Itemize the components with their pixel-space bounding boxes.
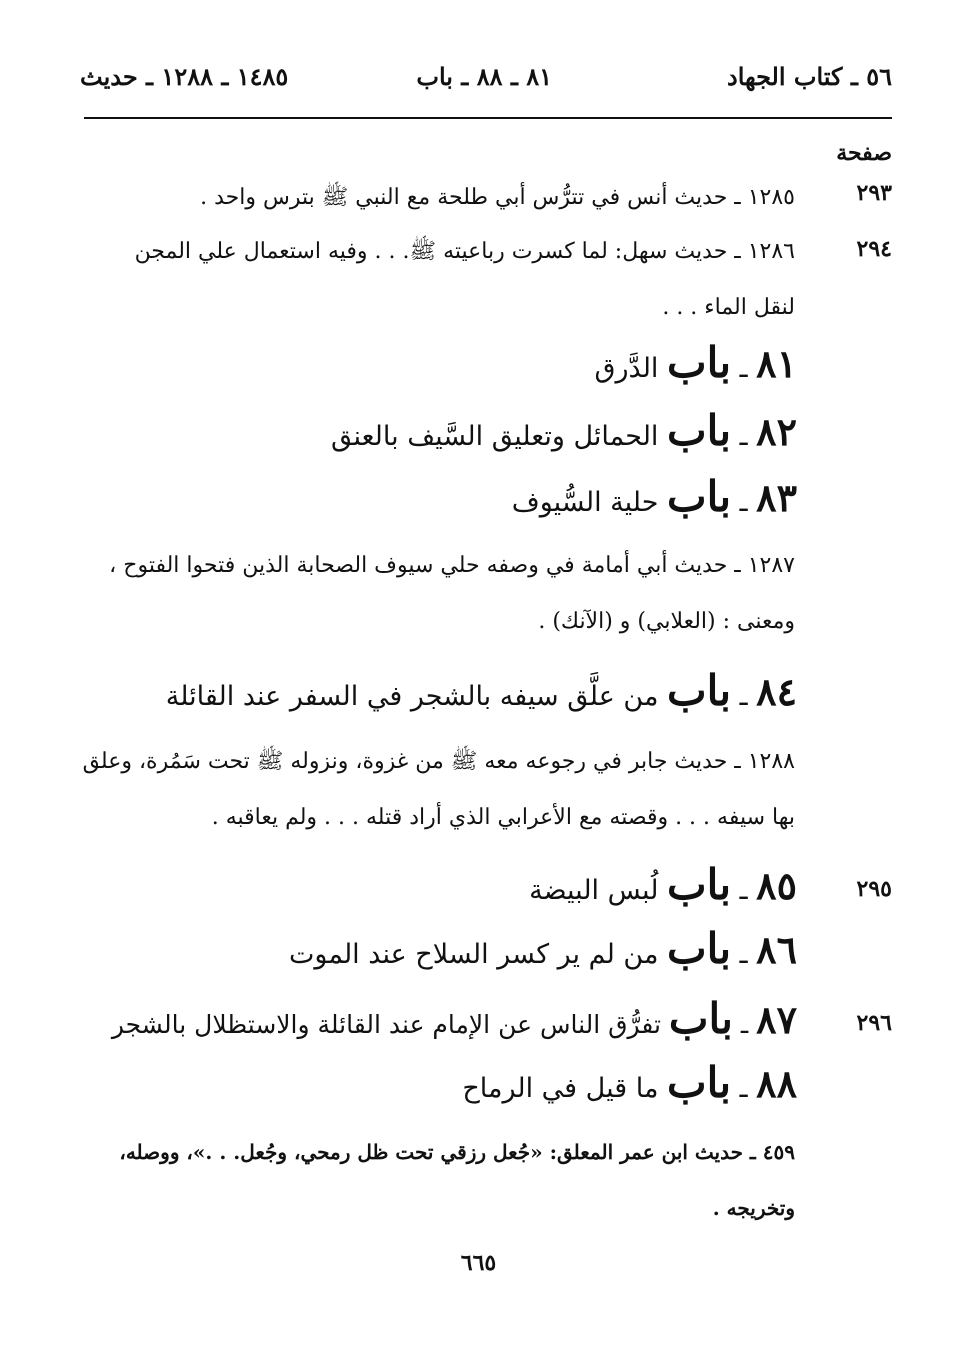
header-chapter-range: ٨١ ـ ٨٨ ـ باب	[416, 62, 552, 91]
header-rule	[84, 117, 892, 119]
bab-title: ما قيل في الرماح	[462, 1073, 659, 1104]
hadith-459-entry	[75, 1124, 795, 1236]
bab-keyword: باب	[667, 666, 732, 715]
bab-84-heading	[166, 666, 797, 715]
bab-keyword: باب	[668, 994, 733, 1043]
bab-separator: ـ	[739, 487, 748, 518]
hadith-1285-entry	[105, 170, 795, 226]
page-ref-295: ٢٩٥	[856, 876, 892, 902]
header-book-title: ٥٦ ـ كتاب الجهاد	[727, 62, 892, 91]
bab-88-heading	[462, 1058, 797, 1107]
bab-83-heading	[512, 472, 797, 521]
hadith-1286-entry	[75, 224, 795, 336]
bab-number: ٨٨	[756, 1061, 797, 1106]
bab-separator: ـ	[739, 939, 748, 970]
hadith-1287-line-1: ١٢٨٧ ـ حديث أبي أمامة في وصفه حلي سيوف الصحابة الذين فتحوا الفتوح ،	[109, 553, 795, 578]
bab-separator: ـ	[740, 1010, 749, 1039]
bab-title: لُبس البيضة	[529, 875, 659, 906]
page-number: ٦٦٥	[460, 1250, 497, 1276]
hadith-1286-line-1: ١٢٨٦ ـ حديث سهل: لما كسرت رباعيته ﷺ. . . وفيه استعمال علي المجن	[134, 239, 795, 264]
bab-86-heading	[289, 924, 797, 973]
page-ref-293: ٢٩٣	[856, 180, 892, 206]
bab-title: تفرُّق الناس عن الإمام عند القائلة والاستظلال بالشجر	[111, 1010, 661, 1039]
bab-number: ٨٧	[756, 997, 797, 1042]
bab-number: ٨١	[756, 341, 797, 386]
bab-keyword: باب	[667, 472, 732, 521]
page-ref-296: ٢٩٦	[856, 1010, 892, 1036]
hadith-1288-line-2: بها سيفه . . . وقصته مع الأعرابي الذي أراد قتله . . . ولم يعاقبه .	[211, 805, 795, 830]
bab-title: حلية السُّيوف	[511, 487, 659, 518]
bab-title: الدَّرق	[594, 353, 659, 384]
bab-85-heading	[529, 860, 797, 909]
hadith-459-line-2: وتخريجه .	[712, 1196, 795, 1220]
hadith-1286-line-2: لنقل الماء . . .	[662, 295, 795, 320]
bab-82-heading	[331, 406, 797, 455]
bab-number: ٨٤	[756, 669, 797, 714]
bab-87-heading	[112, 994, 797, 1043]
running-header	[80, 62, 892, 102]
bab-number: ٨٣	[756, 475, 797, 520]
bab-title: من لم ير كسر السلاح عند الموت	[288, 939, 659, 970]
bab-separator: ـ	[739, 353, 748, 384]
bab-separator: ـ	[739, 681, 748, 712]
bab-separator: ـ	[739, 421, 748, 452]
bab-keyword: باب	[667, 860, 732, 909]
hadith-1288-entry	[75, 734, 795, 846]
bab-title: من علَّق سيفه بالشجر في السفر عند القائلة	[165, 681, 659, 712]
hadith-1287-entry	[75, 538, 795, 650]
bab-number: ٨٦	[756, 927, 797, 972]
bab-number: ٨٢	[756, 409, 797, 454]
bab-separator: ـ	[739, 1073, 748, 1104]
bab-separator: ـ	[739, 875, 748, 906]
hadith-1287-line-2: ومعنى : (العلابي) و (الآنك) .	[538, 609, 795, 634]
bab-keyword: باب	[667, 924, 732, 973]
hadith-1285-line-1: ١٢٨٥ ـ حديث أنس في تترُّس أبي طلحة مع النبي ﷺ بترس واحد .	[200, 185, 795, 210]
page-ref-294: ٢٩٤	[856, 236, 892, 262]
bab-keyword: باب	[667, 1058, 732, 1107]
page-column-label: صفحة	[836, 140, 892, 166]
bab-title: الحمائل وتعليق السَّيف بالعنق	[330, 421, 659, 452]
hadith-1288-line-1: ١٢٨٨ ـ حديث جابر في رجوعه معه ﷺ من غزوة، ونزوله ﷺ تحت سَمُرة، وعلق	[82, 749, 795, 774]
hadith-459-line-1: ٤٥٩ ـ حديث ابن عمر المعلق: «جُعل رزقي تحت ظل رمحي، وجُعل. . .»، ووصله،	[119, 1140, 795, 1164]
bab-keyword: باب	[667, 338, 732, 387]
bab-keyword: باب	[667, 406, 732, 455]
bab-81-heading	[595, 338, 797, 387]
header-hadith-range: ١٤٨٥ ـ ١٢٨٨ ـ حديث	[80, 62, 289, 91]
bab-number: ٨٥	[756, 863, 797, 908]
